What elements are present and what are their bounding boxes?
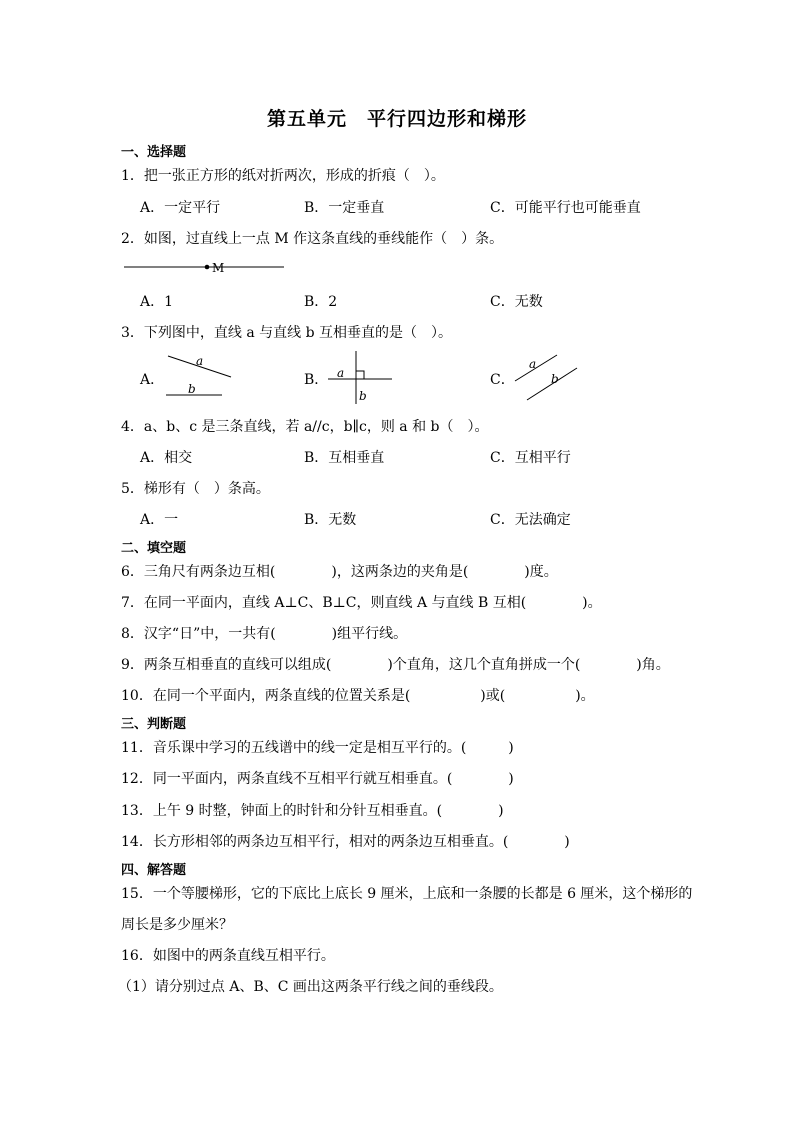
q3-option-b: B． (304, 372, 329, 388)
question-5: 5．梯形有（ ）条高。 (121, 481, 270, 497)
question-15-line-1: 15．一个等腰梯形，它的下底比上底长 9 厘米，上底和一条腰的长都是 6 厘米，这个梯形的 (121, 886, 693, 902)
q2-option-c: C．无数 (490, 294, 543, 310)
question-12: 12．同一平面内，两条直线不互相平行就互相垂直。( ) (121, 771, 514, 787)
q3b-label-b: b (359, 389, 367, 403)
q2-option-b: B．2 (304, 294, 338, 310)
question-1: 1．把一张正方形的纸对折两次，形成的折痕（ ）。 (121, 168, 445, 184)
section-fill-heading: 二、填空题 (121, 541, 187, 556)
q3a-label-a: a (196, 354, 204, 368)
question-14: 14．长方形相邻的两条边互相平行，相对的两条边互相垂直。( ) (121, 834, 570, 850)
q1-option-c: C．可能平行也可能垂直 (490, 200, 641, 216)
q3b-label-a: a (337, 366, 345, 380)
question-2: 2．如图，过直线上一点 M 作这条直线的垂线能作（ ）条。 (121, 231, 504, 247)
q3c-label-a: a (529, 357, 537, 371)
question-8: 8．汉字“日”中，一共有( )组平行线。 (121, 626, 408, 642)
q3c-label-b: b (551, 372, 559, 386)
q4-option-c: C．互相平行 (490, 450, 571, 466)
section-solve-heading: 四、解答题 (121, 863, 187, 878)
q4-option-b: B．互相垂直 (304, 450, 385, 466)
q3-option-a: A． (140, 372, 165, 388)
q1-option-a: A．一定平行 (140, 200, 221, 216)
question-6: 6．三角尺有两条边互相( )，这两条边的夹角是( )度。 (121, 564, 558, 580)
question-16: 16．如图中的两条直线互相平行。 (121, 948, 335, 964)
question-7: 7．在同一平面内，直线 A⊥C、B⊥C，则直线 A 与直线 B 互相( )。 (121, 595, 602, 611)
q2-option-a: A．1 (140, 294, 174, 310)
question-13: 13．上午 9 时整，钟面上的时针和分针互相垂直。( ) (121, 803, 504, 819)
question-15-line-2: 周长是多少厘米？ (121, 917, 233, 933)
q3-option-c: C． (490, 372, 515, 388)
question-3: 3．下列图中，直线 a 与直线 b 互相垂直的是（ ）。 (121, 325, 453, 341)
q1-option-b: B．一定垂直 (304, 200, 385, 216)
page-title: 第五单元 平行四边形和梯形 (266, 108, 527, 130)
question-16-part-1: （1）请分别过点 A、B、C 画出这两条平行线之间的垂线段。 (118, 979, 503, 995)
q2-line-figure (120, 258, 290, 278)
q3-figure-a (160, 351, 240, 401)
section-choice-heading: 一、选择题 (121, 145, 187, 160)
question-10: 10．在同一个平面内，两条直线的位置关系是( )或( )。 (121, 688, 595, 704)
q3-figure-c (500, 348, 585, 406)
q3a-label-b: b (188, 382, 196, 396)
question-4: 4．a、b、c 是三条直线，若 a//c，b∥c，则 a 和 b（ ）。 (121, 419, 489, 435)
section-judge-heading: 三、判断题 (121, 717, 187, 732)
q4-option-a: A．相交 (140, 450, 193, 466)
point-m-dot (205, 265, 210, 270)
q5-option-c: C．无法确定 (490, 512, 571, 528)
q5-option-b: B．无数 (304, 512, 357, 528)
question-9: 9．两条互相垂直的直线可以组成( )个直角，这几个直角拼成一个( )角。 (121, 657, 670, 673)
question-11: 11．音乐课中学习的五线谱中的线一定是相互平行的。( ) (121, 740, 514, 756)
q3-figure-b (322, 348, 397, 406)
q5-option-a: A．一 (140, 512, 179, 528)
point-m-label: M (212, 261, 225, 275)
